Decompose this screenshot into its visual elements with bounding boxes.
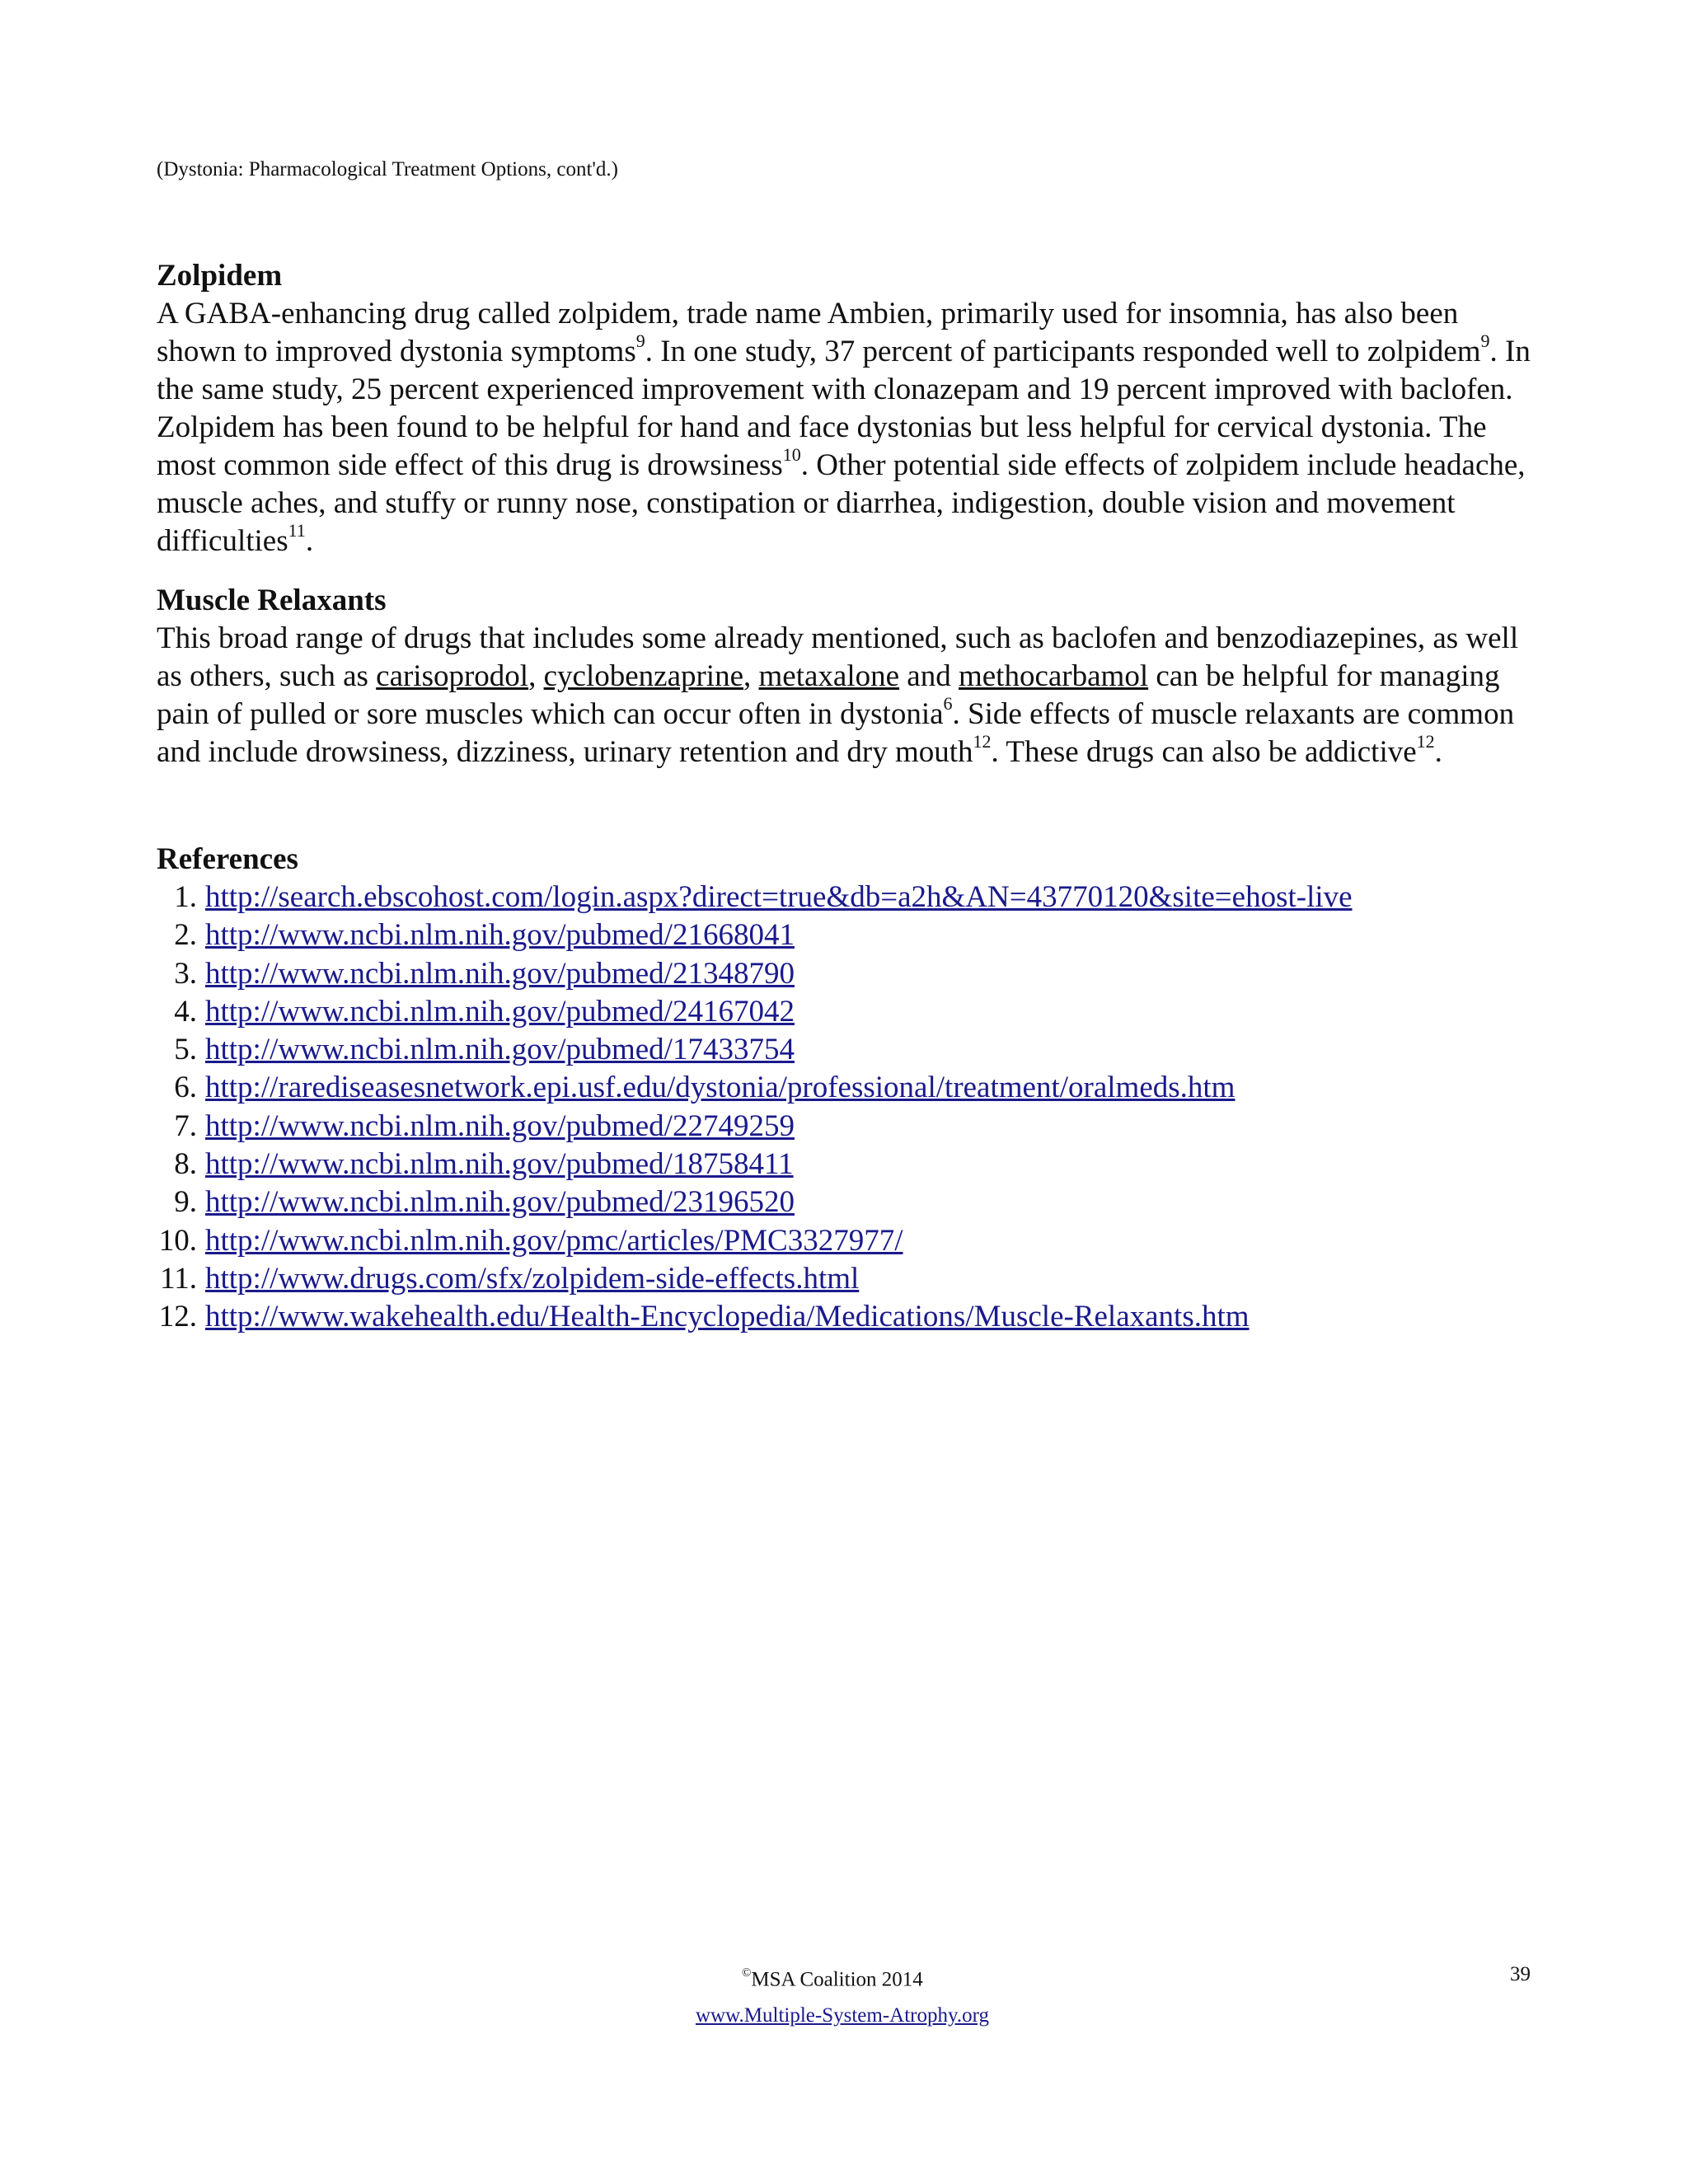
citation-superscript: 12 — [1416, 730, 1435, 752]
running-head: (Dystonia: Pharmacological Treatment Options, cont'd.) — [157, 158, 618, 180]
text-run: . These drugs can also be addictive — [991, 735, 1417, 769]
drug-link-methocarbamol[interactable]: methocarbamol — [958, 659, 1149, 693]
reference-number: 11. — [160, 1261, 197, 1296]
page-content — [157, 257, 1541, 1337]
reference-link[interactable]: http://www.ncbi.nlm.nih.gov/pubmed/21668041 — [205, 918, 795, 953]
reference-number: 8. — [174, 1147, 197, 1182]
copyright-text: MSA Coalition 2014 — [751, 1968, 923, 1991]
text-run: can be helpful for managing pain of pulled or sore muscles which can occur often in dystonia — [157, 659, 1500, 731]
reference-item — [157, 916, 1541, 954]
reference-item — [157, 1108, 1541, 1146]
reference-number: 10. — [158, 1223, 197, 1258]
footer-copyright — [742, 1961, 923, 1993]
reference-number: 7. — [174, 1108, 197, 1143]
paragraph-muscle-relaxants — [157, 620, 1541, 771]
reference-item — [157, 879, 1541, 916]
text-run: . In the same study, 25 percent experienced improvement with clonazepam and 19 percent improved with baclofen. Zolpidem has been found to be helpful for hand and face dystonias but less helpful for cervical dystonia. The most common side effect of this drug is drowsiness — [157, 335, 1531, 482]
copyright-symbol: © — [742, 1966, 752, 1980]
reference-item — [157, 1298, 1541, 1336]
reference-link[interactable]: http://rarediseasesnetwork.epi.usf.edu/dystonia/professional/treatment/oralmeds.htm — [205, 1071, 1236, 1105]
reference-link[interactable]: http://www.ncbi.nlm.nih.gov/pubmed/21348790 — [205, 956, 795, 991]
text-run: This broad range of drugs that includes some already mentioned, such as baclofen and benzodiazepines, as well as others, such as — [157, 621, 1519, 693]
reference-link[interactable]: http://www.drugs.com/sfx/zolpidem-side-effects.html — [205, 1261, 860, 1296]
drug-link-metaxalone[interactable]: metaxalone — [758, 659, 900, 693]
reference-link[interactable]: http://www.ncbi.nlm.nih.gov/pubmed/23196520 — [205, 1185, 795, 1220]
drug-link-carisoprodol[interactable]: carisoprodol — [376, 659, 529, 693]
reference-number: 5. — [174, 1033, 197, 1067]
reference-link[interactable]: http://www.ncbi.nlm.nih.gov/pubmed/17433754 — [205, 1033, 795, 1067]
spacer — [157, 560, 1541, 582]
reference-item — [157, 1031, 1541, 1069]
text-run: , — [743, 659, 759, 693]
text-run: . — [305, 524, 314, 558]
text-run: and — [899, 659, 959, 693]
reference-number: 1. — [174, 880, 197, 914]
reference-item — [157, 993, 1541, 1031]
text-run: , — [528, 659, 544, 693]
citation-superscript: 9 — [1480, 330, 1490, 351]
text-run: . In one study, 37 percent of participants responded well to zolpidem — [645, 335, 1481, 368]
citation-superscript: 10 — [782, 443, 801, 465]
section-heading-references: References — [157, 842, 298, 876]
reference-item — [157, 1146, 1541, 1183]
reference-link[interactable]: http://www.ncbi.nlm.nih.gov/pubmed/22749259 — [205, 1108, 795, 1143]
reference-item — [157, 1183, 1541, 1221]
citation-superscript: 9 — [635, 330, 645, 351]
reference-number: 3. — [174, 956, 197, 991]
section-heading-zolpidem: Zolpidem — [157, 259, 283, 293]
text-run: . Side effects of muscle relaxants are common and include drowsiness, dizziness, urinary retention and dry mouth — [157, 697, 1515, 769]
reference-number: 2. — [174, 918, 197, 953]
page-number: 39 — [1510, 1963, 1531, 1985]
reference-link[interactable]: http://www.ncbi.nlm.nih.gov/pubmed/18758411 — [205, 1147, 794, 1182]
text-run: . — [1434, 735, 1442, 769]
reference-number: 6. — [174, 1071, 197, 1105]
citation-superscript: 6 — [943, 692, 953, 714]
reference-item — [157, 1069, 1541, 1107]
drug-link-cyclobenzaprine[interactable]: cyclobenzaprine — [543, 659, 744, 693]
reference-link[interactable]: http://www.ncbi.nlm.nih.gov/pubmed/24167042 — [205, 994, 795, 1029]
reference-number: 4. — [174, 994, 197, 1029]
citation-superscript: 11 — [288, 519, 306, 541]
reference-item — [157, 1260, 1541, 1298]
reference-number: 9. — [174, 1185, 197, 1220]
reference-link[interactable]: http://www.ncbi.nlm.nih.gov/pmc/articles/PMC3327977/ — [205, 1223, 903, 1258]
references-list — [157, 879, 1541, 1337]
reference-number: 12. — [158, 1300, 197, 1334]
text-run: A GABA-enhancing drug called zolpidem, trade name Ambien, primarily used for insomnia, has also been shown to improved dystonia symptoms — [157, 297, 1459, 368]
reference-item — [157, 1222, 1541, 1260]
spacer — [157, 771, 1541, 841]
section-heading-muscle-relaxants: Muscle Relaxants — [157, 583, 387, 617]
reference-link[interactable]: http://www.wakehealth.edu/Health-Encyclopedia/Medications/Muscle-Relaxants.htm — [205, 1300, 1250, 1334]
reference-item — [157, 955, 1541, 993]
citation-superscript: 12 — [973, 730, 992, 752]
paragraph-zolpidem — [157, 295, 1541, 560]
text-run: . Other potential side effects of zolpidem include headache, muscle aches, and stuffy or runny nose, constipation or diarrhea, indigestion, double vision and movement difficulties — [157, 448, 1526, 558]
reference-link[interactable]: http://search.ebscohost.com/login.aspx?direct=true&db=a2h&AN=43770120&site=ehost-live — [205, 880, 1353, 914]
footer-website-link[interactable]: www.Multiple-System-Atrophy.org — [696, 2004, 989, 2027]
